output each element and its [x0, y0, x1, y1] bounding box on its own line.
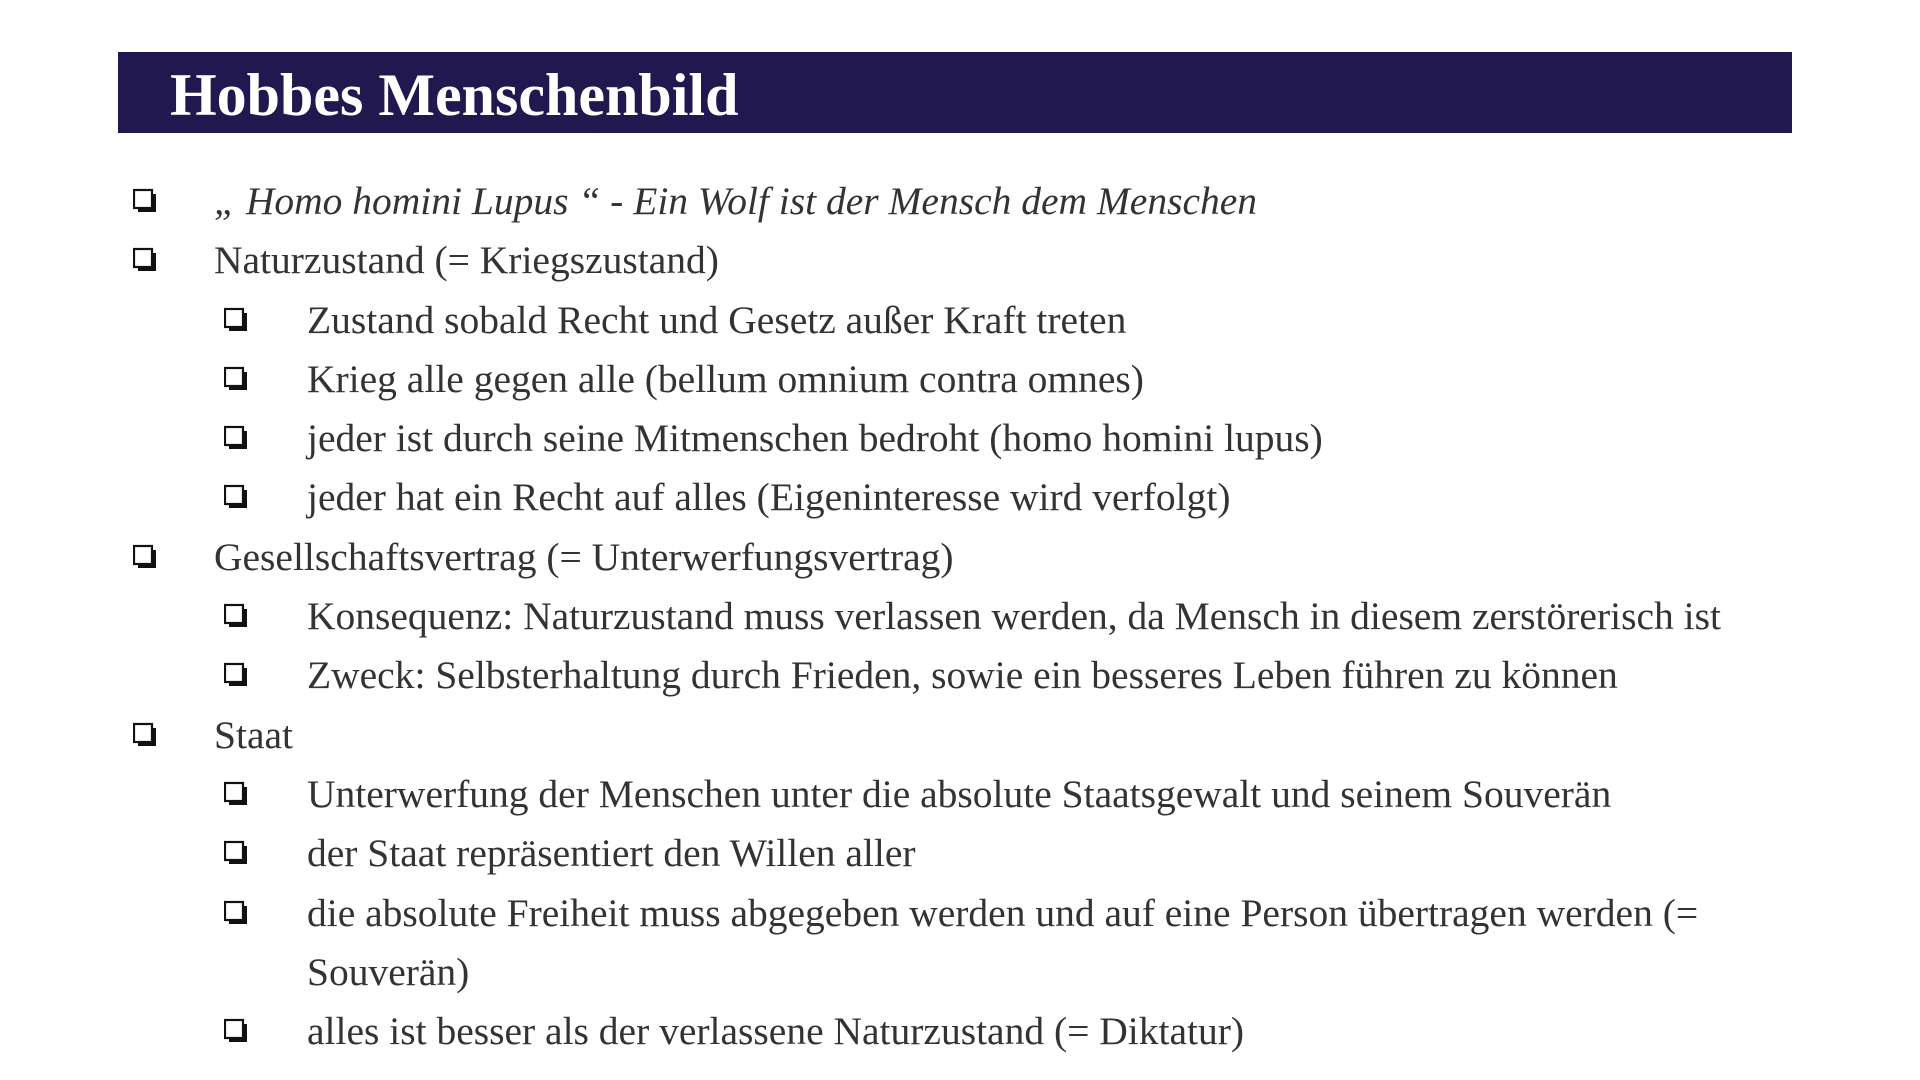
checkbox-bullet-icon — [224, 1014, 248, 1046]
list-item-text: Staat — [214, 712, 293, 757]
checkbox-bullet-icon — [224, 658, 248, 690]
list-item — [0, 765, 1920, 824]
list-item-text: Unterwerfung der Menschen unter die absolute Staatsgewalt und seinem Souverän — [307, 771, 1612, 816]
list-item — [0, 706, 1920, 765]
list-item — [0, 350, 1920, 409]
list-item-text: jeder hat ein Recht auf alles (Eigeninteresse wird verfolgt) — [307, 475, 1231, 520]
checkbox-bullet-icon — [133, 184, 157, 216]
list-item — [0, 172, 1920, 231]
list-item — [0, 884, 1920, 1003]
list-item — [0, 646, 1920, 705]
list-item — [0, 409, 1920, 468]
list-item-text: Zweck: Selbsterhaltung durch Frieden, sowie ein besseres Leben führen zu können — [307, 653, 1618, 698]
list-item — [0, 528, 1920, 587]
checkbox-bullet-icon — [224, 836, 248, 868]
list-item — [0, 587, 1920, 646]
list-item-text: jeder ist durch seine Mitmenschen bedroht (homo homini lupus) — [307, 416, 1323, 461]
list-item — [0, 468, 1920, 527]
list-item — [0, 1002, 1920, 1061]
checkbox-bullet-icon — [224, 896, 248, 928]
checkbox-bullet-icon — [224, 303, 248, 335]
checkbox-bullet-icon — [133, 243, 157, 275]
checkbox-bullet-icon — [133, 540, 157, 572]
checkbox-bullet-icon — [224, 599, 248, 631]
list-item-text: Krieg alle gegen alle (bellum omnium contra omnes) — [307, 356, 1144, 401]
list-item — [0, 231, 1920, 290]
checkbox-bullet-icon — [133, 718, 157, 750]
list-item-text: Zustand sobald Recht und Gesetz außer Kraft treten — [307, 297, 1127, 342]
list-item-text: der Staat repräsentiert den Willen aller — [307, 831, 916, 876]
list-item-text: „ Homo homini Lupus “ - Ein Wolf ist der Mensch dem Menschen — [214, 179, 1258, 223]
checkbox-bullet-icon — [224, 362, 248, 394]
list-item-text: Gesellschaftsvertrag (= Unterwerfungsvertrag) — [214, 534, 954, 579]
list-item-text: Naturzustand (= Kriegszustand) — [214, 238, 719, 283]
title-bar — [118, 52, 1792, 133]
list-item — [0, 291, 1920, 350]
checkbox-bullet-icon — [224, 480, 248, 512]
list-item-text: Konsequenz: Naturzustand muss verlassen werden, da Mensch in diesem zerstörerisch ist — [307, 594, 1721, 639]
list-item — [0, 824, 1920, 883]
list-item-text: die absolute Freiheit muss abgegeben werden und auf eine Person übertragen werden (= Souverän) — [307, 890, 1699, 994]
page-title: Hobbes Menschenbild — [170, 62, 739, 128]
checkbox-bullet-icon — [224, 777, 248, 809]
checkbox-bullet-icon — [224, 421, 248, 453]
list-item-text: alles ist besser als der verlassene Naturzustand (= Diktatur) — [307, 1009, 1245, 1054]
bullet-list — [0, 172, 1920, 1061]
